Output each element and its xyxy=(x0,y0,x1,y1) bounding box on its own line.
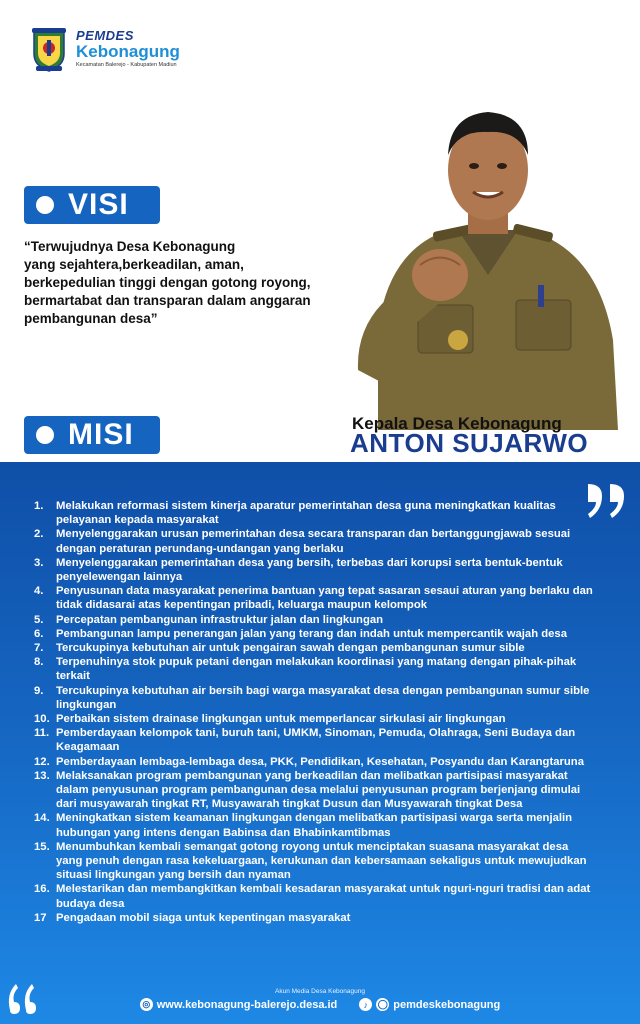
item-number: 11. xyxy=(34,727,50,740)
visi-line: pembangunan desa” xyxy=(24,311,158,326)
brand-block xyxy=(76,29,180,69)
website-link[interactable] xyxy=(140,998,338,1011)
social-link[interactable] xyxy=(359,998,500,1011)
header-logo xyxy=(30,26,180,72)
item-number: 14. xyxy=(34,812,50,825)
bullet-icon xyxy=(36,196,54,214)
footer-caption: Akun Media Desa Kebonagung xyxy=(275,988,365,995)
item-number: 15. xyxy=(34,840,50,853)
list-item xyxy=(34,527,594,555)
visi-line: “Terwujudnya Desa Kebonagung xyxy=(24,239,236,254)
list-item xyxy=(34,726,594,754)
item-text: Melaksanakan program pembangunan yang berkeadilan dan melibatkan partisipasi masyarakat dalam penyusunan program pembangunan desa melalui penyusunan program berjenjang dimulai dari musyawarah tingkat RT, Musyawarah tingkat Dusun dan Musyawarah tingkat Desa xyxy=(56,769,581,811)
item-number: 9. xyxy=(34,684,44,697)
item-number: 5. xyxy=(34,613,44,626)
item-text: Meningkatkan sistem keamanan lingkungan dengan melibatkan partisipasi warga serta menjalin hubungan yang intens dengan Babinsa dan Bhabinkamtibmas xyxy=(56,812,573,839)
misi-label-text: MISI xyxy=(68,418,134,451)
regency-emblem-icon xyxy=(30,26,68,72)
item-text: Menumbuhkan kembali semangat gotong royong untuk menciptakan suasana masyarakat desa yang penuh dengan rasa kekeluargaan, kerukunan dan kebersamaan sekaligus untuk mewujudkan situasi lingkungan yang bersih dan nyaman xyxy=(56,840,587,882)
item-number: 17 xyxy=(34,911,47,924)
item-text: Tercukupinya kebutuhan air bersih bagi warga masyarakat desa dengan pembangunan sumur sible lingkungan xyxy=(56,684,590,711)
item-text: Melestarikan dan membangkitkan kembali kesadaran masyarakat untuk nguri-nguri tradisi dan adat budaya desa xyxy=(56,883,591,910)
item-number: 10. xyxy=(34,713,50,726)
item-text: Terpenuhinya stok pupuk petani dengan melakukan koordinasi yang matang dengan pihak-pihak terkait xyxy=(56,656,577,683)
item-text: Menyelenggarakan urusan pemerintahan desa secara transparan dan bertanggungjawab sesuai dengan peraturan perundang-undangan yang berlaku xyxy=(56,528,571,555)
list-item xyxy=(34,655,594,683)
item-number: 8. xyxy=(34,656,44,669)
item-text: Menyelenggarakan pemerintahan desa yang bersih, terbebas dari korupsi serta bentuk-bentuk penyelewengan lainnya xyxy=(56,556,563,584)
social-handle: pemdeskebonagung xyxy=(393,998,501,1011)
visi-label-text: VISI xyxy=(68,188,129,221)
item-text: Penyusunan data masyarakat penerima bantuan yang tepat sasaran sesaui aturan yang berlaku dan tidak didasarai atas kepentingan pribadi, keluarga maupun kelompok xyxy=(56,585,593,612)
list-item xyxy=(34,684,594,712)
item-number: 6. xyxy=(34,627,44,640)
item-number: 7. xyxy=(34,642,44,655)
footer xyxy=(0,998,640,1011)
list-item xyxy=(34,840,594,883)
item-text: Percepatan pembangunan infrastruktur jalan dan lingkungan xyxy=(56,613,384,626)
list-item xyxy=(34,499,594,527)
item-number: 3. xyxy=(34,556,44,569)
item-number: 13. xyxy=(34,769,50,782)
item-text: Perbaikan sistem drainase lingkungan untuk memperlancar sirkulasi air lingkungan xyxy=(56,713,506,726)
list-item xyxy=(34,911,594,925)
item-text: Melakukan reformasi sistem kinerja aparatur pemerintahan desa guna meningkatkan kualitas pelayanan kepada masyarakat xyxy=(56,500,556,527)
brand-name: Kebonagung xyxy=(76,42,180,62)
item-text: Pembangunan lampu penerangan jalan yang terang dan indah untuk mempercantik wajah desa xyxy=(56,627,567,640)
item-number: 16. xyxy=(34,883,50,896)
visi-line: yang sejahtera,berkeadilan, aman, xyxy=(24,257,244,272)
list-item xyxy=(34,882,594,910)
list-item xyxy=(34,755,594,769)
item-text: Pengadaan mobil siaga untuk kepentingan masyarakat xyxy=(56,911,351,924)
globe-icon: ◎ xyxy=(140,998,153,1011)
item-text: Pemberdayaan kelompok tani, buruh tani, UMKM, Sinoman, Pemuda, Olahraga, Seni Budaya dan Keagamaan xyxy=(56,727,576,754)
misi-label xyxy=(24,416,160,454)
item-number: 4. xyxy=(34,585,44,598)
village-head-photo xyxy=(338,100,630,430)
brand-top: PEMDES xyxy=(76,28,134,44)
list-item xyxy=(34,811,594,839)
visi-line: berkepedulian tinggi dengan gotong royong, xyxy=(24,275,311,290)
visi-statement xyxy=(24,238,384,328)
list-item xyxy=(34,712,594,726)
misi-list xyxy=(34,499,594,925)
list-item xyxy=(34,641,594,655)
item-text: Pemberdayaan lembaga-lembaga desa, PKK, Pendidikan, Kesehatan, Posyandu dan Karangtaruna xyxy=(56,755,584,768)
list-item xyxy=(34,769,594,812)
person-title: Kepala Desa Kebonagung xyxy=(352,414,562,433)
list-item xyxy=(34,584,594,612)
list-item xyxy=(34,613,594,627)
visi-line: bermartabat dan transparan dalam anggaran xyxy=(24,293,311,308)
bullet-icon xyxy=(36,426,54,444)
item-number: 2. xyxy=(34,528,44,541)
item-number: 12. xyxy=(34,755,50,768)
visi-label xyxy=(24,186,160,224)
tiktok-icon: ♪ xyxy=(359,998,372,1011)
brand-subtitle: Kecamatan Balerejo - Kabupaten Madiun xyxy=(76,62,177,69)
instagram-icon: ◯ xyxy=(377,999,388,1009)
person-name: ANTON SUJARWO xyxy=(350,428,589,458)
list-item xyxy=(34,627,594,641)
website-text: www.kebonagung-balerejo.desa.id xyxy=(156,998,338,1011)
item-text: Tercukupinya kebutuhan air untuk pengairan sawah dengan pembangunan sumur sible xyxy=(56,642,525,655)
list-item xyxy=(34,556,594,584)
item-number: 1. xyxy=(34,500,44,512)
